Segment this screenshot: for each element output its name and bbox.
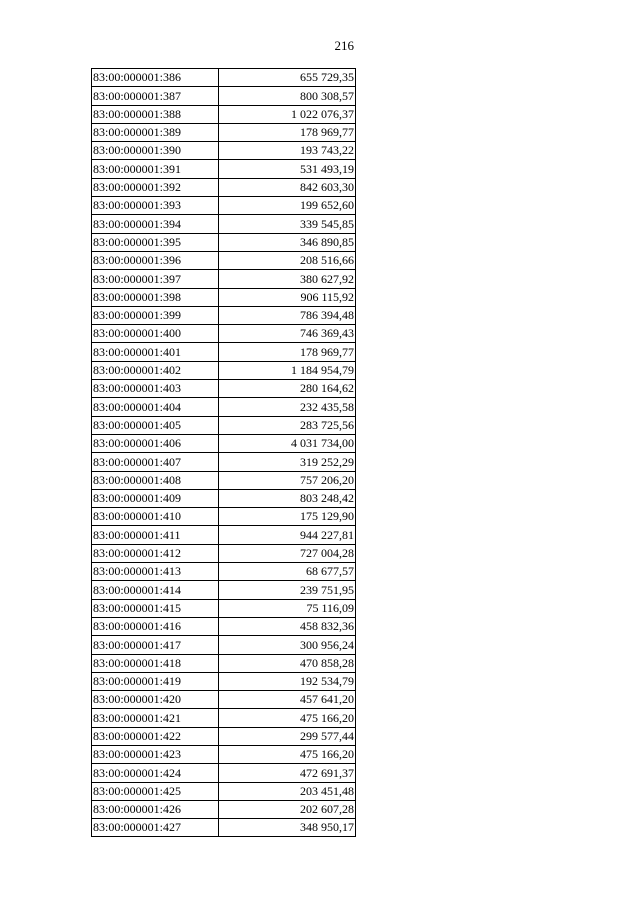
cadastral-value-cell: 457 641,20 bbox=[219, 691, 356, 709]
cadastral-number-cell: 83:00:000001:392 bbox=[92, 178, 219, 196]
cadastral-number-cell: 83:00:000001:393 bbox=[92, 197, 219, 215]
table-row bbox=[92, 691, 356, 709]
table-row bbox=[92, 745, 356, 763]
cadastral-value-cell: 4 031 734,00 bbox=[219, 434, 356, 452]
page-number: 216 bbox=[334, 38, 354, 53]
cadastral-value-cell: 906 115,92 bbox=[219, 288, 356, 306]
table-row bbox=[92, 453, 356, 471]
cadastral-value-cell: 531 493,19 bbox=[219, 160, 356, 178]
table-row bbox=[92, 123, 356, 141]
table-row bbox=[92, 434, 356, 452]
cadastral-number-cell: 83:00:000001:423 bbox=[92, 745, 219, 763]
cadastral-number-cell: 83:00:000001:419 bbox=[92, 672, 219, 690]
cadastral-value-cell: 458 832,36 bbox=[219, 617, 356, 635]
table-row bbox=[92, 544, 356, 562]
cadastral-number-cell: 83:00:000001:399 bbox=[92, 306, 219, 324]
cadastral-number-cell: 83:00:000001:391 bbox=[92, 160, 219, 178]
cadastral-number-cell: 83:00:000001:424 bbox=[92, 764, 219, 782]
cadastral-number-cell: 83:00:000001:403 bbox=[92, 380, 219, 398]
table-row bbox=[92, 672, 356, 690]
cadastral-number-cell: 83:00:000001:417 bbox=[92, 636, 219, 654]
table-row bbox=[92, 526, 356, 544]
table-row bbox=[92, 764, 356, 782]
cadastral-value-cell: 944 227,81 bbox=[219, 526, 356, 544]
cadastral-number-cell: 83:00:000001:397 bbox=[92, 270, 219, 288]
cadastre-table bbox=[91, 68, 356, 837]
cadastral-value-cell: 178 969,77 bbox=[219, 123, 356, 141]
cadastral-value-cell: 178 969,77 bbox=[219, 343, 356, 361]
table-row bbox=[92, 87, 356, 105]
table-row bbox=[92, 581, 356, 599]
cadastral-value-cell: 746 369,43 bbox=[219, 325, 356, 343]
table-row bbox=[92, 508, 356, 526]
cadastral-number-cell: 83:00:000001:416 bbox=[92, 617, 219, 635]
table-row bbox=[92, 654, 356, 672]
cadastral-number-cell: 83:00:000001:408 bbox=[92, 471, 219, 489]
cadastral-number-cell: 83:00:000001:420 bbox=[92, 691, 219, 709]
cadastral-number-cell: 83:00:000001:427 bbox=[92, 819, 219, 837]
cadastral-value-cell: 786 394,48 bbox=[219, 306, 356, 324]
cadastral-number-cell: 83:00:000001:398 bbox=[92, 288, 219, 306]
table-row bbox=[92, 819, 356, 837]
table-row bbox=[92, 197, 356, 215]
table-row bbox=[92, 325, 356, 343]
cadastral-number-cell: 83:00:000001:415 bbox=[92, 599, 219, 617]
cadastral-value-cell: 475 166,20 bbox=[219, 709, 356, 727]
cadastral-value-cell: 192 534,79 bbox=[219, 672, 356, 690]
cadastral-number-cell: 83:00:000001:411 bbox=[92, 526, 219, 544]
cadastral-number-cell: 83:00:000001:422 bbox=[92, 727, 219, 745]
cadastral-value-cell: 300 956,24 bbox=[219, 636, 356, 654]
table-body bbox=[92, 69, 356, 837]
table-row bbox=[92, 636, 356, 654]
cadastral-number-cell: 83:00:000001:395 bbox=[92, 233, 219, 251]
cadastral-value-cell: 75 116,09 bbox=[219, 599, 356, 617]
cadastral-number-cell: 83:00:000001:407 bbox=[92, 453, 219, 471]
cadastral-number-cell: 83:00:000001:390 bbox=[92, 142, 219, 160]
cadastral-value-cell: 208 516,66 bbox=[219, 251, 356, 269]
cadastral-value-cell: 1 022 076,37 bbox=[219, 105, 356, 123]
table-row bbox=[92, 361, 356, 379]
cadastral-value-cell: 339 545,85 bbox=[219, 215, 356, 233]
cadastral-value-cell: 472 691,37 bbox=[219, 764, 356, 782]
cadastral-number-cell: 83:00:000001:414 bbox=[92, 581, 219, 599]
cadastral-number-cell: 83:00:000001:410 bbox=[92, 508, 219, 526]
table-row bbox=[92, 398, 356, 416]
table-row bbox=[92, 343, 356, 361]
cadastral-number-cell: 83:00:000001:387 bbox=[92, 87, 219, 105]
cadastral-number-cell: 83:00:000001:402 bbox=[92, 361, 219, 379]
table-row bbox=[92, 288, 356, 306]
cadastral-value-cell: 655 729,35 bbox=[219, 69, 356, 87]
table-row bbox=[92, 142, 356, 160]
table-row bbox=[92, 306, 356, 324]
cadastral-number-cell: 83:00:000001:412 bbox=[92, 544, 219, 562]
table-row bbox=[92, 233, 356, 251]
cadastral-value-cell: 193 743,22 bbox=[219, 142, 356, 160]
table-row bbox=[92, 160, 356, 178]
cadastral-value-cell: 380 627,92 bbox=[219, 270, 356, 288]
table-row bbox=[92, 800, 356, 818]
table-row bbox=[92, 380, 356, 398]
cadastral-number-cell: 83:00:000001:396 bbox=[92, 251, 219, 269]
table-row bbox=[92, 69, 356, 87]
cadastral-number-cell: 83:00:000001:406 bbox=[92, 434, 219, 452]
cadastral-value-cell: 232 435,58 bbox=[219, 398, 356, 416]
cadastral-value-cell: 283 725,56 bbox=[219, 416, 356, 434]
cadastral-value-cell: 842 603,30 bbox=[219, 178, 356, 196]
table-row bbox=[92, 178, 356, 196]
cadastral-value-cell: 803 248,42 bbox=[219, 489, 356, 507]
cadastral-value-cell: 470 858,28 bbox=[219, 654, 356, 672]
table-row bbox=[92, 489, 356, 507]
table-row bbox=[92, 251, 356, 269]
cadastral-value-cell: 1 184 954,79 bbox=[219, 361, 356, 379]
cadastral-value-cell: 475 166,20 bbox=[219, 745, 356, 763]
cadastral-value-cell: 346 890,85 bbox=[219, 233, 356, 251]
cadastral-value-cell: 68 677,57 bbox=[219, 563, 356, 581]
cadastral-value-cell: 199 652,60 bbox=[219, 197, 356, 215]
cadastral-value-cell: 727 004,28 bbox=[219, 544, 356, 562]
table-row bbox=[92, 727, 356, 745]
cadastral-value-cell: 348 950,17 bbox=[219, 819, 356, 837]
table-row bbox=[92, 617, 356, 635]
cadastral-value-cell: 280 164,62 bbox=[219, 380, 356, 398]
cadastral-number-cell: 83:00:000001:389 bbox=[92, 123, 219, 141]
cadastral-number-cell: 83:00:000001:426 bbox=[92, 800, 219, 818]
cadastral-number-cell: 83:00:000001:418 bbox=[92, 654, 219, 672]
table-row bbox=[92, 105, 356, 123]
table-row bbox=[92, 709, 356, 727]
cadastral-number-cell: 83:00:000001:425 bbox=[92, 782, 219, 800]
cadastral-number-cell: 83:00:000001:388 bbox=[92, 105, 219, 123]
cadastral-value-cell: 299 577,44 bbox=[219, 727, 356, 745]
table-row bbox=[92, 215, 356, 233]
cadastral-number-cell: 83:00:000001:409 bbox=[92, 489, 219, 507]
cadastral-number-cell: 83:00:000001:405 bbox=[92, 416, 219, 434]
table-row bbox=[92, 599, 356, 617]
cadastral-value-cell: 203 451,48 bbox=[219, 782, 356, 800]
cadastral-value-cell: 202 607,28 bbox=[219, 800, 356, 818]
table-row bbox=[92, 471, 356, 489]
cadastral-number-cell: 83:00:000001:401 bbox=[92, 343, 219, 361]
table-row bbox=[92, 270, 356, 288]
cadastral-value-cell: 175 129,90 bbox=[219, 508, 356, 526]
cadastral-number-cell: 83:00:000001:404 bbox=[92, 398, 219, 416]
table-row bbox=[92, 563, 356, 581]
table-row bbox=[92, 782, 356, 800]
cadastral-number-cell: 83:00:000001:394 bbox=[92, 215, 219, 233]
cadastral-value-cell: 239 751,95 bbox=[219, 581, 356, 599]
cadastral-value-cell: 800 308,57 bbox=[219, 87, 356, 105]
cadastral-value-cell: 319 252,29 bbox=[219, 453, 356, 471]
table-row bbox=[92, 416, 356, 434]
cadastral-number-cell: 83:00:000001:386 bbox=[92, 69, 219, 87]
cadastral-value-cell: 757 206,20 bbox=[219, 471, 356, 489]
cadastral-number-cell: 83:00:000001:421 bbox=[92, 709, 219, 727]
cadastral-number-cell: 83:00:000001:400 bbox=[92, 325, 219, 343]
cadastral-number-cell: 83:00:000001:413 bbox=[92, 563, 219, 581]
